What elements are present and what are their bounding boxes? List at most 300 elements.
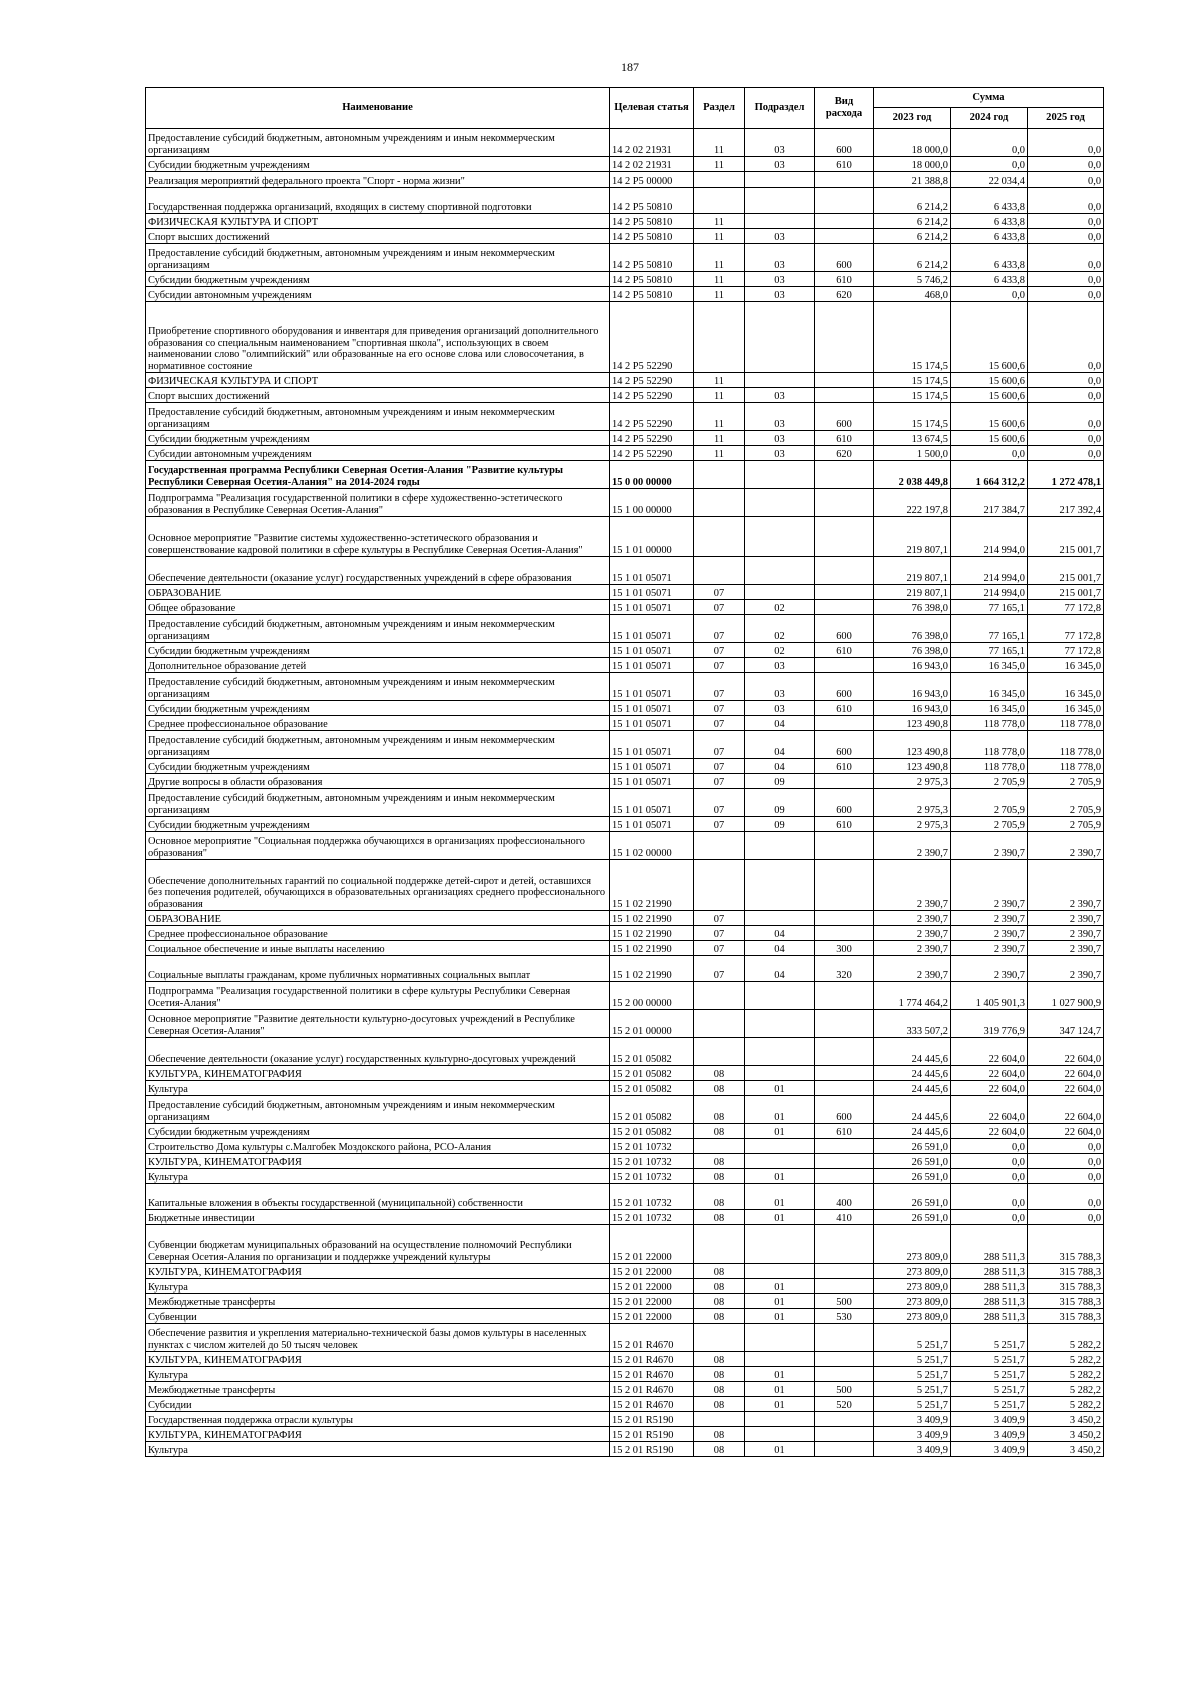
cell-target-article: 15 2 01 22000 [610, 1279, 694, 1294]
cell-subsection [745, 1038, 815, 1066]
cell-sum-2023: 24 445,6 [874, 1066, 951, 1081]
cell-sum-2024: 0,0 [951, 1184, 1028, 1210]
cell-name: Капитальные вложения в объекты государственной (муниципальной) собственности [146, 1184, 610, 1210]
cell-target-article: 15 1 02 00000 [610, 832, 694, 860]
cell-target-article: 15 1 01 05071 [610, 673, 694, 701]
cell-target-article: 14 2 P5 50810 [610, 272, 694, 287]
cell-name: Обеспечение дополнительных гарантий по социальной поддержке детей-сирот и детей, оставшихся без попечения родителей, обучающихся в образовательных организациях среднего профессионального образования [146, 860, 610, 911]
cell-name: Строительство Дома культуры с.Малгобек Моздокского района, РСО-Алания [146, 1139, 610, 1154]
cell-name: КУЛЬТУРА, КИНЕМАТОГРАФИЯ [146, 1154, 610, 1169]
cell-sum-2024: 2 390,7 [951, 911, 1028, 926]
table-row [146, 1081, 1104, 1096]
cell-name: Государственная программа Республики Северная Осетия-Алания "Развитие культуры Республики Северная Осетия-Алания" на 2014-2024 годы [146, 461, 610, 489]
cell-sum-2025: 315 788,3 [1028, 1279, 1104, 1294]
cell-sum-2023: 273 809,0 [874, 1279, 951, 1294]
table-row [146, 1397, 1104, 1412]
cell-sum-2023: 2 975,3 [874, 817, 951, 832]
cell-subsection: 09 [745, 817, 815, 832]
cell-expense-type [815, 557, 874, 585]
cell-sum-2025: 217 392,4 [1028, 489, 1104, 517]
cell-name: Культура [146, 1081, 610, 1096]
cell-sum-2025: 2 705,9 [1028, 817, 1104, 832]
cell-sum-2024: 15 600,6 [951, 431, 1028, 446]
table-row [146, 1412, 1104, 1427]
cell-target-article: 15 2 01 10732 [610, 1184, 694, 1210]
cell-sum-2025: 0,0 [1028, 1184, 1104, 1210]
cell-sum-2023: 1 500,0 [874, 446, 951, 461]
cell-sum-2024: 16 345,0 [951, 658, 1028, 673]
cell-section: 07 [694, 731, 745, 759]
cell-name: Субсидии бюджетным учреждениям [146, 157, 610, 172]
cell-sum-2023: 273 809,0 [874, 1294, 951, 1309]
cell-subsection: 03 [745, 244, 815, 272]
cell-section: 11 [694, 214, 745, 229]
cell-sum-2025: 3 450,2 [1028, 1427, 1104, 1442]
cell-name: ФИЗИЧЕСКАЯ КУЛЬТУРА И СПОРТ [146, 373, 610, 388]
cell-subsection: 03 [745, 272, 815, 287]
cell-name: Дополнительное образование детей [146, 658, 610, 673]
table-row [146, 982, 1104, 1010]
table-row [146, 1367, 1104, 1382]
cell-sum-2025: 315 788,3 [1028, 1309, 1104, 1324]
cell-sum-2023: 6 214,2 [874, 244, 951, 272]
cell-sum-2025: 0,0 [1028, 1154, 1104, 1169]
cell-expense-type [815, 229, 874, 244]
cell-target-article: 15 2 01 R5190 [610, 1412, 694, 1427]
table-row [146, 716, 1104, 731]
cell-sum-2023: 2 390,7 [874, 911, 951, 926]
cell-section [694, 832, 745, 860]
cell-name: Субсидии бюджетным учреждениям [146, 431, 610, 446]
cell-name: ОБРАЗОВАНИЕ [146, 911, 610, 926]
cell-expense-type: 600 [815, 244, 874, 272]
cell-name: Предоставление субсидий бюджетным, автономным учреждениям и иным некоммерческим организациям [146, 1096, 610, 1124]
cell-name: КУЛЬТУРА, КИНЕМАТОГРАФИЯ [146, 1352, 610, 1367]
cell-sum-2023: 273 809,0 [874, 1225, 951, 1264]
cell-section [694, 489, 745, 517]
cell-target-article: 14 2 P5 52290 [610, 403, 694, 431]
cell-sum-2024: 2 390,7 [951, 926, 1028, 941]
cell-subsection [745, 214, 815, 229]
cell-sum-2024: 288 511,3 [951, 1294, 1028, 1309]
cell-expense-type [815, 1010, 874, 1038]
cell-expense-type [815, 585, 874, 600]
cell-name: ОБРАЗОВАНИЕ [146, 585, 610, 600]
cell-sum-2025: 1 027 900,9 [1028, 982, 1104, 1010]
cell-section: 08 [694, 1294, 745, 1309]
cell-subsection: 01 [745, 1397, 815, 1412]
cell-sum-2024: 1 664 312,2 [951, 461, 1028, 489]
cell-sum-2023: 123 490,8 [874, 731, 951, 759]
cell-sum-2024: 6 433,8 [951, 214, 1028, 229]
cell-target-article: 15 1 01 05071 [610, 774, 694, 789]
cell-target-article: 15 1 02 21990 [610, 911, 694, 926]
cell-sum-2023: 123 490,8 [874, 759, 951, 774]
cell-expense-type [815, 860, 874, 911]
cell-name: Предоставление субсидий бюджетным, автономным учреждениям и иным некоммерческим организациям [146, 615, 610, 643]
cell-target-article: 14 2 P5 50810 [610, 287, 694, 302]
cell-sum-2023: 2 390,7 [874, 926, 951, 941]
cell-target-article: 15 0 00 00000 [610, 461, 694, 489]
cell-name: Спорт высших достижений [146, 388, 610, 403]
cell-expense-type: 600 [815, 1096, 874, 1124]
cell-subsection: 01 [745, 1184, 815, 1210]
cell-sum-2025: 215 001,7 [1028, 517, 1104, 557]
cell-expense-type: 600 [815, 673, 874, 701]
cell-subsection: 01 [745, 1294, 815, 1309]
cell-subsection: 03 [745, 157, 815, 172]
cell-expense-type [815, 1139, 874, 1154]
table-row [146, 461, 1104, 489]
cell-section: 08 [694, 1397, 745, 1412]
cell-sum-2024: 0,0 [951, 1139, 1028, 1154]
cell-target-article: 15 2 01 R5190 [610, 1442, 694, 1457]
cell-subsection: 01 [745, 1169, 815, 1184]
cell-section: 08 [694, 1096, 745, 1124]
cell-name: Предоставление субсидий бюджетным, автономным учреждениям и иным некоммерческим организациям [146, 244, 610, 272]
cell-section: 08 [694, 1169, 745, 1184]
cell-name: Культура [146, 1169, 610, 1184]
cell-section [694, 557, 745, 585]
cell-sum-2023: 16 943,0 [874, 701, 951, 716]
cell-subsection [745, 982, 815, 1010]
cell-section: 07 [694, 585, 745, 600]
cell-sum-2025: 16 345,0 [1028, 658, 1104, 673]
cell-sum-2024: 15 600,6 [951, 403, 1028, 431]
cell-sum-2024: 0,0 [951, 157, 1028, 172]
cell-sum-2025: 5 282,2 [1028, 1352, 1104, 1367]
cell-sum-2025: 118 778,0 [1028, 716, 1104, 731]
cell-sum-2025: 0,0 [1028, 403, 1104, 431]
cell-name: КУЛЬТУРА, КИНЕМАТОГРАФИЯ [146, 1427, 610, 1442]
cell-expense-type: 300 [815, 941, 874, 956]
cell-expense-type: 600 [815, 615, 874, 643]
cell-sum-2025: 0,0 [1028, 129, 1104, 157]
cell-section [694, 1225, 745, 1264]
cell-target-article: 14 2 P5 52290 [610, 302, 694, 373]
table-row [146, 1096, 1104, 1124]
cell-expense-type [815, 302, 874, 373]
cell-section: 11 [694, 446, 745, 461]
cell-sum-2025: 2 390,7 [1028, 941, 1104, 956]
cell-subsection: 01 [745, 1367, 815, 1382]
cell-sum-2023: 1 774 464,2 [874, 982, 951, 1010]
table-row [146, 1210, 1104, 1225]
cell-subsection: 01 [745, 1442, 815, 1457]
cell-subsection: 03 [745, 287, 815, 302]
cell-sum-2025: 2 705,9 [1028, 774, 1104, 789]
cell-subsection: 03 [745, 388, 815, 403]
cell-expense-type [815, 1442, 874, 1457]
cell-subsection: 03 [745, 446, 815, 461]
cell-name: Обеспечение деятельности (оказание услуг) государственных культурно-досуговых учреждений [146, 1038, 610, 1066]
cell-section: 07 [694, 600, 745, 615]
header-year-2023: 2023 год [874, 108, 951, 129]
cell-subsection [745, 1154, 815, 1169]
table-row [146, 673, 1104, 701]
cell-subsection [745, 1264, 815, 1279]
table-row [146, 1169, 1104, 1184]
table-row [146, 446, 1104, 461]
cell-name: Среднее профессиональное образование [146, 926, 610, 941]
table-row [146, 817, 1104, 832]
cell-expense-type [815, 1412, 874, 1427]
cell-sum-2024: 0,0 [951, 1154, 1028, 1169]
cell-expense-type: 400 [815, 1184, 874, 1210]
cell-name: Основное мероприятие "Развитие системы художественно-эстетического образования и совершенствование кадровой политики в сфере культуры в Республике Северная Осетия-Алания" [146, 517, 610, 557]
cell-target-article: 15 2 01 05082 [610, 1096, 694, 1124]
cell-subsection [745, 860, 815, 911]
cell-sum-2025: 77 172,8 [1028, 600, 1104, 615]
cell-sum-2023: 18 000,0 [874, 157, 951, 172]
cell-subsection [745, 911, 815, 926]
cell-sum-2025: 16 345,0 [1028, 673, 1104, 701]
cell-expense-type [815, 388, 874, 403]
cell-sum-2024: 22 034,4 [951, 172, 1028, 188]
cell-section: 08 [694, 1124, 745, 1139]
cell-subsection [745, 172, 815, 188]
cell-name: Социальное обеспечение и иные выплаты населению [146, 941, 610, 956]
cell-sum-2024: 6 433,8 [951, 188, 1028, 214]
table-row [146, 1352, 1104, 1367]
cell-sum-2024: 118 778,0 [951, 716, 1028, 731]
cell-target-article: 15 2 01 05082 [610, 1038, 694, 1066]
cell-name: Предоставление субсидий бюджетным, автономным учреждениям и иным некоммерческим организациям [146, 129, 610, 157]
cell-target-article: 14 2 02 21931 [610, 157, 694, 172]
cell-name: Субсидии бюджетным учреждениям [146, 701, 610, 716]
cell-sum-2024: 3 409,9 [951, 1427, 1028, 1442]
cell-target-article: 15 2 01 22000 [610, 1264, 694, 1279]
cell-section [694, 461, 745, 489]
table-row [146, 1324, 1104, 1352]
table-row [146, 1382, 1104, 1397]
cell-sum-2025: 0,0 [1028, 1169, 1104, 1184]
cell-sum-2023: 21 388,8 [874, 172, 951, 188]
cell-section: 07 [694, 615, 745, 643]
table-row [146, 244, 1104, 272]
header-expense-type: Вид расхода [815, 88, 874, 129]
cell-name: Подпрограмма "Реализация государственной политики в сфере культуры Республики Северная Осетия-Алания" [146, 982, 610, 1010]
cell-name: Предоставление субсидий бюджетным, автономным учреждениям и иным некоммерческим организациям [146, 731, 610, 759]
cell-sum-2025: 0,0 [1028, 373, 1104, 388]
table-row [146, 789, 1104, 817]
cell-sum-2025: 118 778,0 [1028, 759, 1104, 774]
cell-sum-2024: 2 705,9 [951, 817, 1028, 832]
table-row [146, 272, 1104, 287]
cell-target-article: 14 2 P5 52290 [610, 446, 694, 461]
cell-sum-2024: 2 705,9 [951, 789, 1028, 817]
cell-subsection [745, 1427, 815, 1442]
cell-target-article: 15 2 01 05082 [610, 1124, 694, 1139]
cell-name: Обеспечение деятельности (оказание услуг) государственных учреждений в сфере образования [146, 557, 610, 585]
cell-target-article: 15 2 01 10732 [610, 1139, 694, 1154]
cell-expense-type: 600 [815, 403, 874, 431]
cell-subsection: 02 [745, 643, 815, 658]
cell-sum-2023: 2 390,7 [874, 832, 951, 860]
cell-sum-2023: 2 038 449,8 [874, 461, 951, 489]
cell-sum-2023: 15 174,5 [874, 302, 951, 373]
cell-target-article: 14 2 P5 50810 [610, 188, 694, 214]
cell-sum-2024: 15 600,6 [951, 373, 1028, 388]
cell-target-article: 14 2 P5 52290 [610, 373, 694, 388]
table-header [146, 88, 1104, 129]
table-row [146, 517, 1104, 557]
cell-sum-2025: 3 450,2 [1028, 1412, 1104, 1427]
cell-subsection: 04 [745, 731, 815, 759]
page-number: 187 [621, 60, 639, 74]
cell-section: 11 [694, 272, 745, 287]
table-row [146, 832, 1104, 860]
table-row [146, 1427, 1104, 1442]
cell-sum-2025: 22 604,0 [1028, 1124, 1104, 1139]
cell-sum-2025: 22 604,0 [1028, 1081, 1104, 1096]
table-row [146, 214, 1104, 229]
cell-target-article: 14 2 P5 52290 [610, 388, 694, 403]
table-row [146, 1139, 1104, 1154]
cell-expense-type [815, 1154, 874, 1169]
cell-target-article: 15 2 01 R5190 [610, 1427, 694, 1442]
cell-subsection [745, 1352, 815, 1367]
cell-subsection [745, 517, 815, 557]
cell-sum-2023: 26 591,0 [874, 1210, 951, 1225]
cell-target-article: 15 1 01 05071 [610, 615, 694, 643]
cell-name: Межбюджетные трансферты [146, 1294, 610, 1309]
cell-section: 08 [694, 1352, 745, 1367]
cell-sum-2023: 24 445,6 [874, 1081, 951, 1096]
cell-expense-type [815, 1352, 874, 1367]
cell-sum-2023: 5 251,7 [874, 1397, 951, 1412]
cell-sum-2025: 77 172,8 [1028, 643, 1104, 658]
cell-section [694, 1139, 745, 1154]
cell-subsection [745, 1139, 815, 1154]
cell-name: Спорт высших достижений [146, 229, 610, 244]
cell-expense-type [815, 461, 874, 489]
cell-section [694, 860, 745, 911]
table-row [146, 403, 1104, 431]
cell-subsection [745, 832, 815, 860]
cell-sum-2024: 118 778,0 [951, 731, 1028, 759]
table-row [146, 1038, 1104, 1066]
cell-target-article: 14 2 P5 50810 [610, 229, 694, 244]
cell-sum-2025: 0,0 [1028, 1139, 1104, 1154]
cell-expense-type [815, 1066, 874, 1081]
cell-sum-2023: 3 409,9 [874, 1412, 951, 1427]
cell-expense-type [815, 1324, 874, 1352]
cell-target-article: 14 2 P5 00000 [610, 172, 694, 188]
cell-section: 11 [694, 287, 745, 302]
cell-sum-2024: 77 165,1 [951, 643, 1028, 658]
cell-expense-type [815, 774, 874, 789]
cell-target-article: 15 1 02 21990 [610, 860, 694, 911]
cell-expense-type: 610 [815, 157, 874, 172]
cell-sum-2025: 0,0 [1028, 188, 1104, 214]
cell-sum-2024: 2 705,9 [951, 774, 1028, 789]
table-row [146, 615, 1104, 643]
table-row [146, 1309, 1104, 1324]
cell-target-article: 15 1 01 00000 [610, 517, 694, 557]
cell-target-article: 15 2 01 10732 [610, 1154, 694, 1169]
cell-sum-2024: 15 600,6 [951, 302, 1028, 373]
cell-sum-2025: 2 390,7 [1028, 956, 1104, 982]
cell-subsection [745, 1225, 815, 1264]
cell-sum-2023: 219 807,1 [874, 517, 951, 557]
cell-sum-2024: 2 390,7 [951, 860, 1028, 911]
cell-subsection: 02 [745, 615, 815, 643]
cell-section: 08 [694, 1309, 745, 1324]
cell-sum-2023: 6 214,2 [874, 188, 951, 214]
cell-sum-2024: 5 251,7 [951, 1382, 1028, 1397]
cell-expense-type [815, 1038, 874, 1066]
cell-sum-2023: 273 809,0 [874, 1264, 951, 1279]
cell-sum-2025: 315 788,3 [1028, 1294, 1104, 1309]
cell-target-article: 15 1 01 05071 [610, 557, 694, 585]
cell-sum-2024: 2 390,7 [951, 956, 1028, 982]
cell-subsection: 01 [745, 1279, 815, 1294]
cell-expense-type [815, 1427, 874, 1442]
cell-target-article: 15 1 01 05071 [610, 789, 694, 817]
cell-sum-2024: 3 409,9 [951, 1412, 1028, 1427]
cell-section: 07 [694, 774, 745, 789]
cell-sum-2023: 6 214,2 [874, 229, 951, 244]
table-row [146, 1154, 1104, 1169]
cell-sum-2025: 0,0 [1028, 302, 1104, 373]
cell-sum-2024: 22 604,0 [951, 1124, 1028, 1139]
table-row [146, 188, 1104, 214]
cell-subsection [745, 373, 815, 388]
cell-expense-type [815, 214, 874, 229]
cell-sum-2025: 5 282,2 [1028, 1367, 1104, 1382]
cell-subsection [745, 1010, 815, 1038]
cell-target-article: 14 2 02 21931 [610, 129, 694, 157]
cell-sum-2025: 118 778,0 [1028, 731, 1104, 759]
cell-expense-type: 610 [815, 431, 874, 446]
cell-name: Государственная поддержка организаций, входящих в систему спортивной подготовки [146, 188, 610, 214]
cell-name: Субсидии автономным учреждениям [146, 287, 610, 302]
cell-subsection: 02 [745, 600, 815, 615]
cell-section: 07 [694, 701, 745, 716]
cell-target-article: 15 2 01 05082 [610, 1081, 694, 1096]
cell-sum-2025: 1 272 478,1 [1028, 461, 1104, 489]
cell-expense-type: 610 [815, 1124, 874, 1139]
table-row [146, 302, 1104, 373]
table-row [146, 229, 1104, 244]
cell-expense-type [815, 1367, 874, 1382]
cell-target-article: 14 2 P5 52290 [610, 431, 694, 446]
cell-subsection [745, 1066, 815, 1081]
table-row [146, 1066, 1104, 1081]
cell-section: 08 [694, 1382, 745, 1397]
cell-sum-2024: 5 251,7 [951, 1397, 1028, 1412]
cell-name: Субсидии бюджетным учреждениям [146, 759, 610, 774]
cell-expense-type [815, 716, 874, 731]
cell-section [694, 517, 745, 557]
cell-expense-type: 320 [815, 956, 874, 982]
cell-sum-2023: 15 174,5 [874, 388, 951, 403]
cell-subsection: 01 [745, 1309, 815, 1324]
cell-target-article: 15 2 00 00000 [610, 982, 694, 1010]
cell-sum-2023: 2 390,7 [874, 860, 951, 911]
header-sum: Сумма [874, 88, 1104, 108]
cell-sum-2023: 26 591,0 [874, 1154, 951, 1169]
cell-expense-type [815, 911, 874, 926]
cell-sum-2024: 1 405 901,3 [951, 982, 1028, 1010]
table-row [146, 585, 1104, 600]
cell-sum-2023: 2 390,7 [874, 956, 951, 982]
cell-sum-2025: 5 282,2 [1028, 1324, 1104, 1352]
cell-subsection: 03 [745, 701, 815, 716]
cell-section: 08 [694, 1279, 745, 1294]
table-row [146, 1279, 1104, 1294]
